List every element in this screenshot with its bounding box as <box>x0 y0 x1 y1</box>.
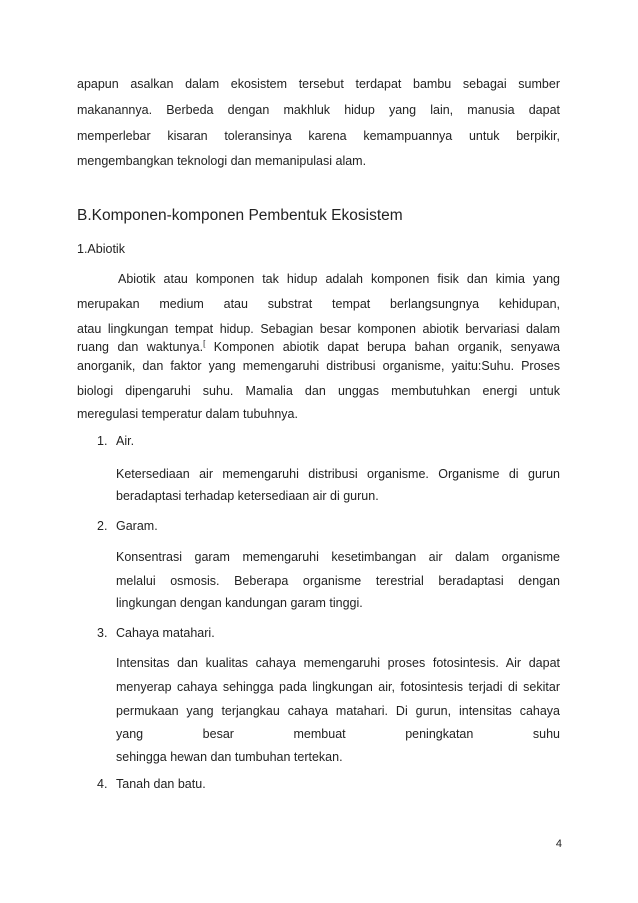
list-item-title: Tanah dan batu. <box>116 777 206 791</box>
abiotik-line-6: biologi dipengaruhi suhu. Mamalia dan unggas membutuhkan energi untuk <box>77 384 560 398</box>
abiotik-line-2: merupakan medium atau substrat tempat berlangsungnya kehidupan, <box>77 297 560 311</box>
list-item-number: 2. <box>97 519 108 533</box>
abiotik-line-1: Abiotik atau komponen tak hidup adalah komponen fisik dan kimia yang <box>118 272 560 286</box>
intro-line-1: apapun asalkan dalam ekosistem tersebut terdapat bambu sebagai sumber <box>77 77 560 91</box>
list-item-number: 4. <box>97 777 108 791</box>
list-item-1-line-1: Ketersediaan air memengaruhi distribusi organisme. Organisme di gurun <box>116 467 560 481</box>
list-item-2-line-1: Konsentrasi garam memengaruhi kesetimbangan air dalam organisme <box>116 550 560 564</box>
intro-line-4: mengembangkan teknologi dan memanipulasi alam. <box>77 154 367 168</box>
list-item-3-line-5: sehingga hewan dan tumbuhan tertekan. <box>116 750 343 764</box>
section-heading: B.Komponen-komponen Pembentuk Ekosistem <box>77 207 403 224</box>
list-item-3-line-1: Intensitas dan kualitas cahaya memengaruhi proses fotosintesis. Air dapat <box>116 656 560 670</box>
list-item-1-line-2: beradaptasi terhadap ketersediaan air di gurun. <box>116 489 379 503</box>
list-item-title: Garam. <box>116 519 158 533</box>
list-item-number: 1. <box>97 434 108 448</box>
footnote-marker: [ <box>203 338 206 348</box>
intro-line-3: memperlebar kisaran toleransinya karena kemampuannya untuk berpikir, <box>77 129 560 143</box>
abiotik-line-7: meregulasi temperatur dalam tubuhnya. <box>77 407 298 421</box>
abiotik-line-3: atau lingkungan tempat hidup. Sebagian besar komponen abiotik bervariasi dalam <box>77 322 560 336</box>
list-item-title: Cahaya matahari. <box>116 626 215 640</box>
list-item-3-line-4: yang besar membuat peningkatan suhu <box>116 727 560 741</box>
abiotik-line-4-end: Komponen abiotik dapat berupa bahan organik, senyawa <box>205 340 560 354</box>
intro-line-2: makanannya. Berbeda dengan makhluk hidup yang lain, manusia dapat <box>77 103 560 117</box>
abiotik-line-4-start: ruang dan waktunya. <box>77 340 204 354</box>
page-number: 4 <box>555 838 562 850</box>
list-item-2-line-3: lingkungan dengan kandungan garam tinggi. <box>116 596 363 610</box>
list-item-title: Air. <box>116 434 135 448</box>
subsection-label: 1.Abiotik <box>77 242 125 256</box>
abiotik-line-5: anorganik, dan faktor yang memengaruhi distribusi organisme, yaitu:Suhu. Proses <box>77 359 560 373</box>
list-item-number: 3. <box>97 626 108 640</box>
list-item-3-line-3: permukaan yang terjangkau cahaya matahari. Di gurun, intensitas cahaya <box>116 704 560 718</box>
abiotik-line-4 <box>77 339 560 355</box>
list-item-2-line-2: melalui osmosis. Beberapa organisme terestrial beradaptasi dengan <box>116 574 560 588</box>
list-item-3-line-2: menyerap cahaya sehingga pada lingkungan air, fotosintesis terjadi di sekitar <box>116 680 560 694</box>
